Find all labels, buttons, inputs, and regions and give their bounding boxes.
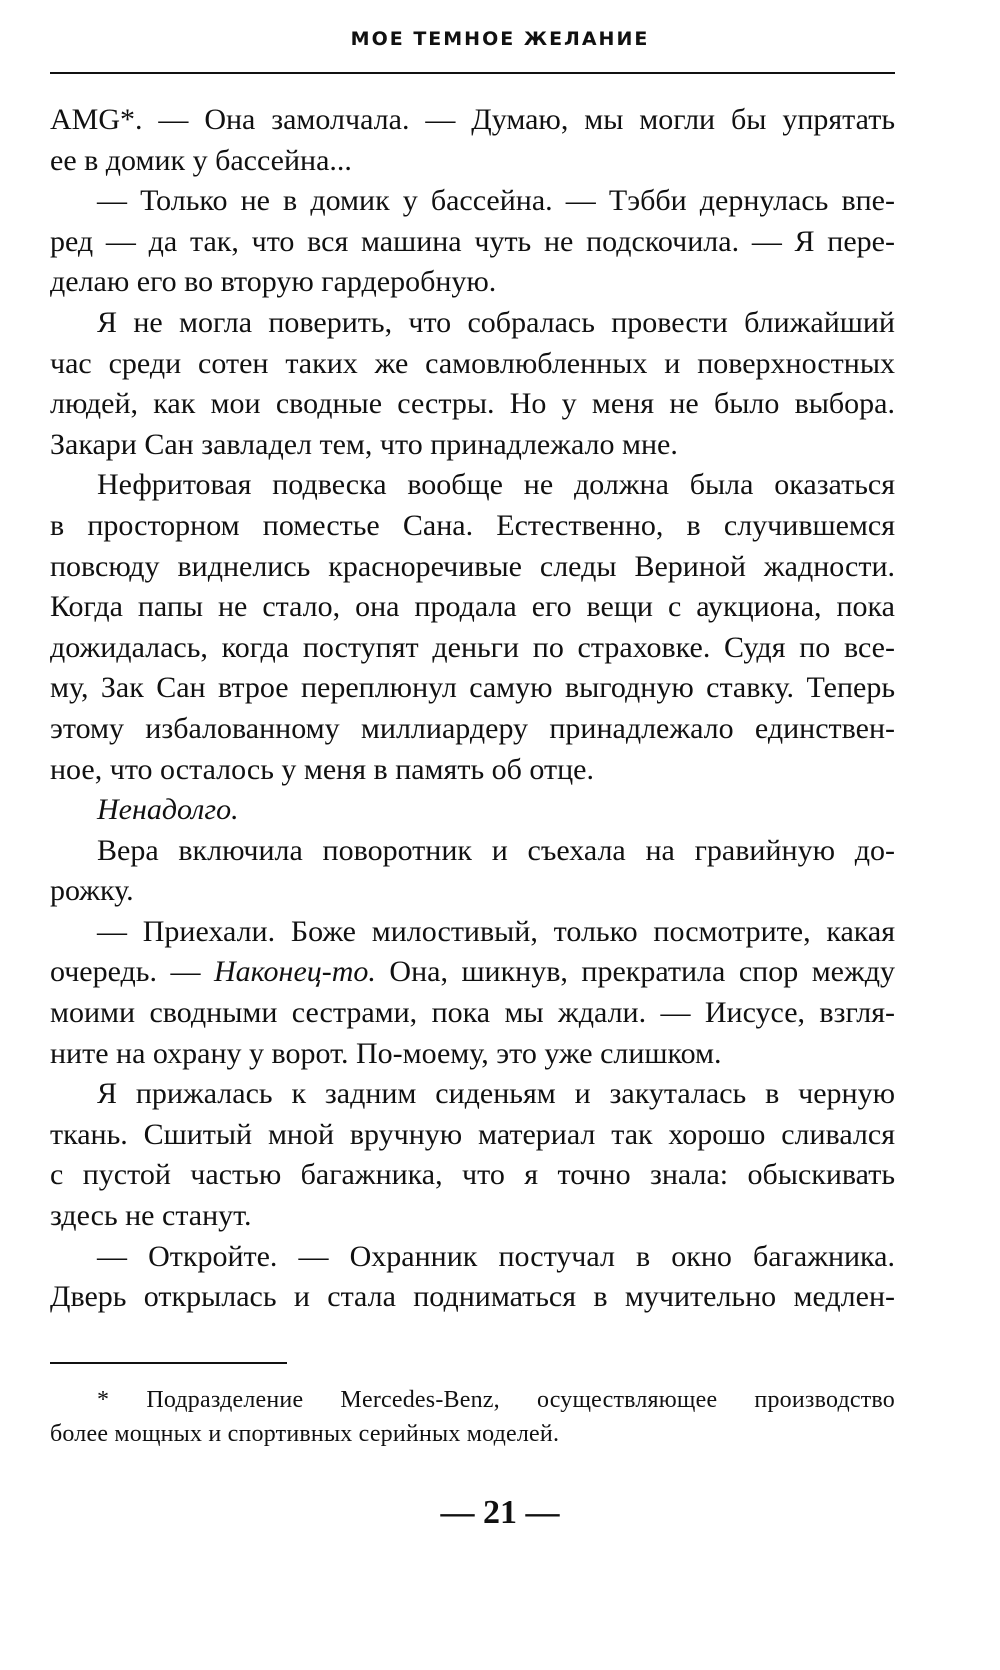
text-line: рожку.: [50, 874, 134, 908]
text-line: Нефритовая подвеска вообще не должна была оказаться: [97, 468, 895, 502]
text-line: в просторном поместье Сана. Естественно, в случившемся: [50, 508, 895, 542]
paragraph-2: [50, 181, 895, 303]
footnote-line: * Подразделение Mercedes-Benz, осуществляющее производство: [97, 1387, 895, 1413]
text-line: ное, что осталось у меня в память об отце.: [50, 752, 594, 786]
text-line: Закари Сан завладел тем, что принадлежало мне.: [50, 427, 678, 461]
text-line: — Откройте. — Охранник постучал в окно багажника.: [97, 1239, 895, 1273]
text-line: Вера включила поворотник и съехала на гравийную до-: [97, 833, 895, 867]
body-text: [50, 100, 895, 1318]
text-line: ред — да так, что вся машина чуть не подскочила. — Я пере-: [50, 224, 895, 258]
footnote: [50, 1383, 895, 1451]
paragraph-1: [50, 100, 895, 181]
text-line: повсюду виднелись красноречивые следы Вериной жадности.: [50, 549, 895, 583]
text-line: му, Зак Сан втрое переплюнул самую выгодную ставку. Теперь: [50, 671, 895, 705]
text-line: Дверь открылась и стала подниматься в мучительно медлен-: [50, 1280, 895, 1314]
running-head: МОЕ ТЕМНОЕ ЖЕЛАНИЕ: [350, 28, 650, 50]
text-line: Я прижалась к задним сиденьям и закуталась в черную: [97, 1077, 895, 1111]
text-line: с пустой частью багажника, что я точно знала: обыскивать: [50, 1158, 895, 1192]
header-rule: [50, 72, 895, 74]
paragraph-3: [50, 303, 895, 465]
footnote-line: более мощных и спортивных серийных моделей.: [50, 1421, 560, 1447]
text-line: час среди сотен таких же самовлюбленных и поверхностных: [50, 346, 895, 380]
text-line: — Приехали. Боже милостивый, только посмотрите, какая: [97, 914, 895, 948]
text-line: здесь не станут.: [50, 1199, 252, 1233]
paragraph-8: [50, 1074, 895, 1236]
italic-text: Наконец-то.: [214, 955, 376, 989]
paragraph-6: [50, 831, 895, 912]
footnote-rule: [50, 1362, 287, 1364]
text-line: [50, 952, 895, 993]
text-line: людей, как мои сводные сестры. Но у меня не было выбора.: [50, 387, 895, 421]
text-line: ткань. Сшитый мной вручную материал так хорошо сливался: [50, 1117, 895, 1151]
text-fragment: Она, шикнув, прекратила спор между: [375, 955, 895, 989]
paragraph-4: [50, 465, 895, 790]
text-line: моими сводными сестрами, пока мы ждали. — Иисусе, взгля-: [50, 996, 895, 1030]
text-line: дожидалась, когда поступят деньги по страховке. Судя по все-: [50, 630, 895, 664]
paragraph-9: [50, 1237, 895, 1318]
text-fragment: очередь. —: [50, 955, 214, 989]
page-number: — 21 —: [440, 1494, 560, 1531]
paragraph-7: [50, 912, 895, 1074]
text-line: делаю его во вторую гардеробную.: [50, 265, 497, 299]
italic-text: Ненадолго.: [97, 793, 239, 827]
text-line: этому избалованному миллиардеру принадлежало единствен-: [50, 711, 895, 745]
italic-line: [50, 790, 895, 831]
text-line: ните на охрану у ворот. По-моему, это уже слишком.: [50, 1036, 722, 1070]
text-line: Когда папы не стало, она продала его вещи с аукциона, пока: [50, 590, 895, 624]
text-line: AMG*. — Она замолчала. — Думаю, мы могли бы упрятать: [50, 103, 895, 136]
text-line: — Только не в домик у бассейна. — Тэбби дернулась впе-: [97, 184, 895, 218]
paragraph-5: [50, 790, 895, 831]
text-line: Я не могла поверить, что собралась провести ближайший: [97, 305, 895, 339]
text-line: ее в домик у бассейна...: [50, 143, 352, 177]
